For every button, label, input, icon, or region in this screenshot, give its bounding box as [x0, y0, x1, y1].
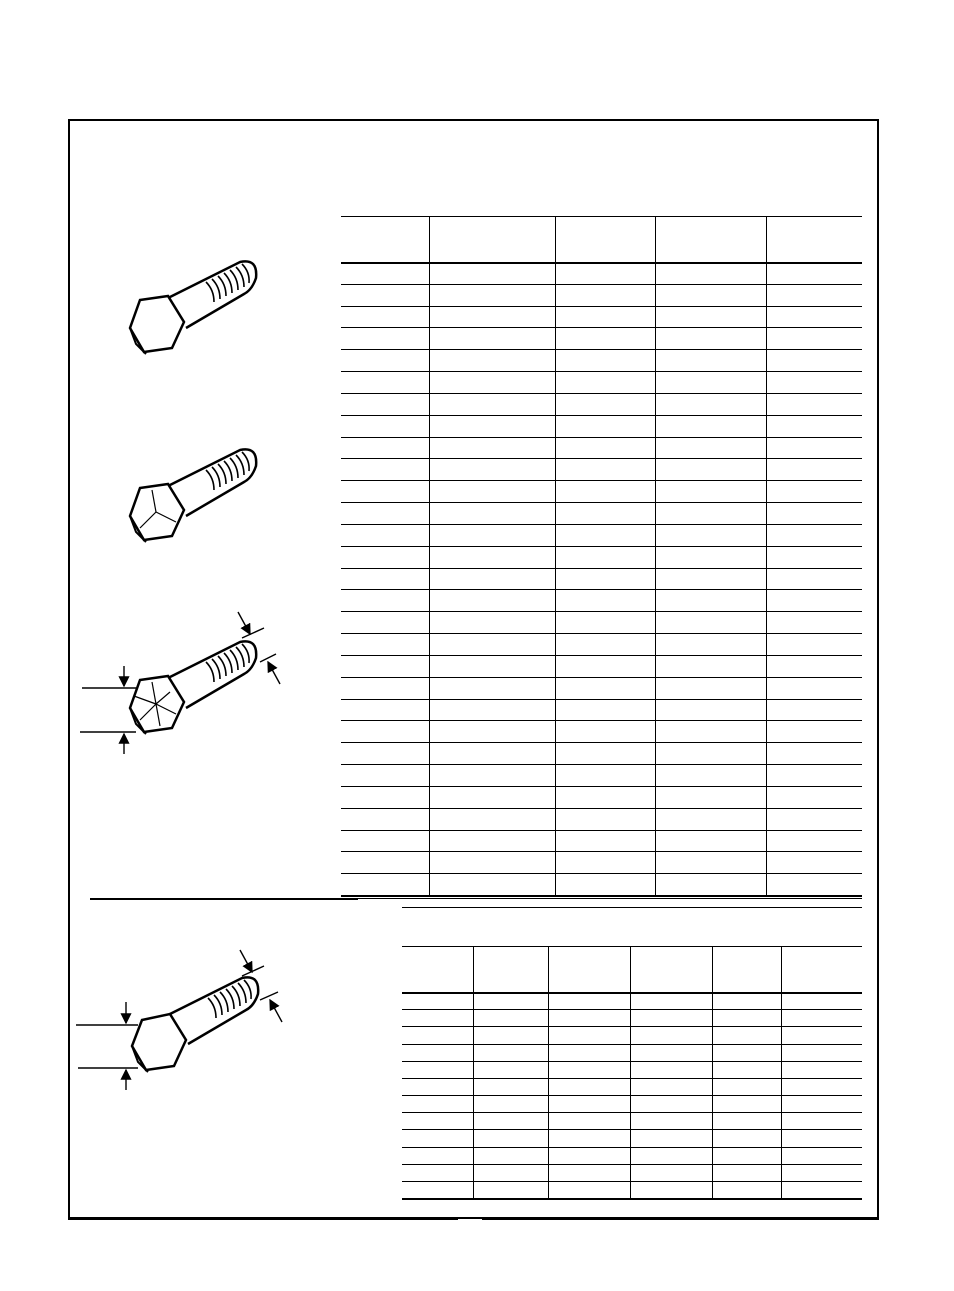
hex-bolt-plain-head-icon [130, 261, 256, 354]
hex-bolt-grade8-head-icon [80, 612, 280, 754]
hex-bolt-metric-head-icon [76, 950, 282, 1090]
hex-bolt-grade5-head-icon [130, 449, 256, 542]
